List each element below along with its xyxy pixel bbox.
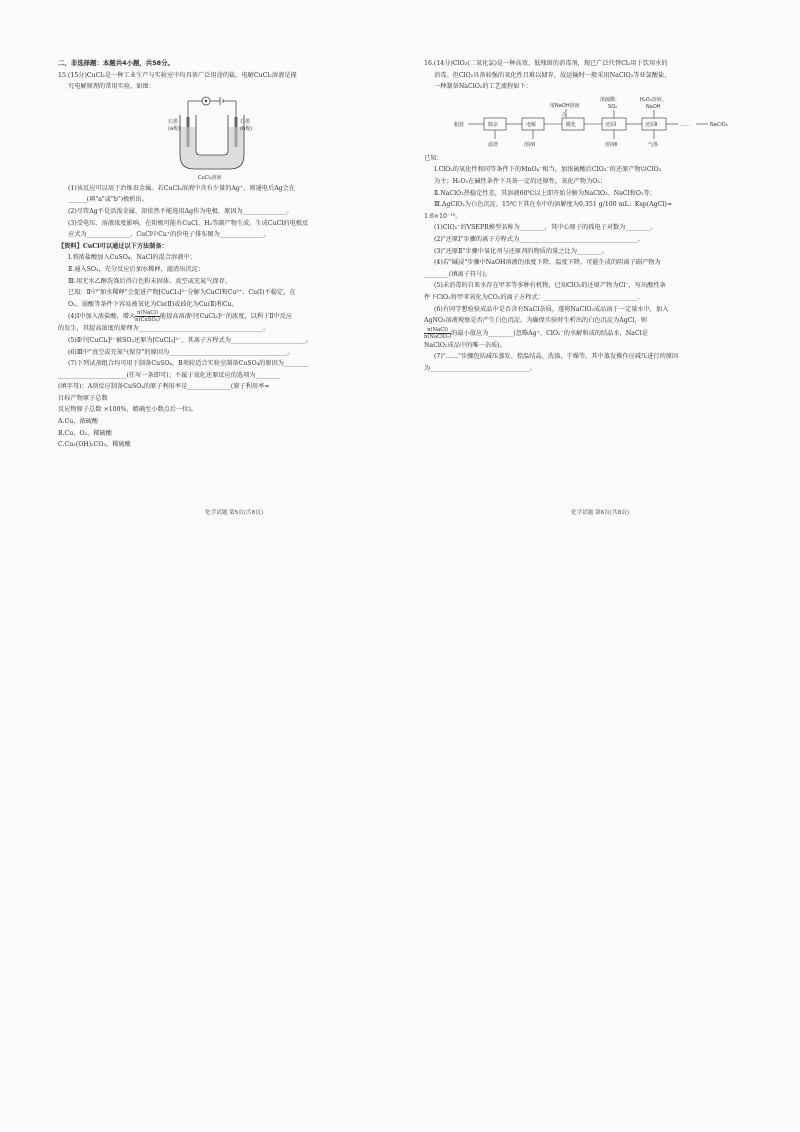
- q16-question: NaClO₂成品中的唯一杂质)。: [424, 341, 506, 349]
- option-c: C.Cu₂(OH)₂CO₃，稀硫酸: [58, 441, 131, 449]
- fraction: [424, 327, 451, 340]
- q15-text: Ⅱ.通入SO₂，充分反应后加水稀释，滤渣出沉淀；: [68, 265, 205, 273]
- q16-question: ________(填离子符号)。: [424, 270, 492, 278]
- section-title: 二、非选择题：本题共4小题，共58分。: [58, 59, 174, 67]
- flow-input-5b: NaOH: [646, 103, 661, 110]
- q15-part4-post: 能提高溶液中[CuCl₃]²⁻的浓度，以利于Ⅱ中反应: [159, 313, 293, 321]
- right-page: [424, 58, 776, 528]
- flow-step-4: 还原Ⅰ: [605, 121, 617, 128]
- left-footer: 化学试题 第5页(共8页): [204, 510, 263, 516]
- q16-question: (3)"还原Ⅱ"步骤中氧化剂与还原剂的物质的量之比为________。: [434, 247, 609, 255]
- option-b: B.Cu，O₂，稀硫酸: [58, 429, 112, 437]
- q16-question: AgNO₃溶液观察是否产生白色沉淀。为确保实验时生析出的白色沉淀为AgCl，则: [424, 317, 647, 325]
- q15-line: 15.(15分)CuCl₂是一种工业生产与实验室中均具备广泛用途的盐。电解CuCl₂溶液是探: [58, 71, 297, 79]
- q15-text: (6)Ⅲ中"真空或充氮气保存"的原因为______________________________________。: [68, 348, 294, 356]
- electrolysis-figure: [58, 93, 410, 183]
- q15-text: O₂、弱酸等条件下容易被氧化为Cu(Ⅱ)或歧化为Cu(Ⅱ)和Cu。: [68, 300, 238, 308]
- q15-part4: [58, 310, 410, 323]
- fraction-denominator: n(CuSO₄): [135, 317, 160, 324]
- q16-question: (2)"还原Ⅰ"步骤的离子方程式为______________________________________。: [434, 235, 644, 243]
- q15-text: (3)受电压、溶液浓度影响，在阳极可能有CuCl、H₂等副产物生成。生成CuCl的电极反: [68, 219, 309, 227]
- flow-output-2: 溶液Ⅰ: [524, 141, 536, 148]
- known-item: 1.6×10⁻¹⁰。: [424, 212, 462, 220]
- process-flow: [424, 93, 776, 153]
- q16-question: 为________________________________。: [424, 364, 537, 372]
- label-solution: CuCl₂溶液: [198, 174, 222, 181]
- q15-text: 的发生，其提高浓度的原理为________________________________________。: [58, 325, 270, 333]
- flow-diagram: [454, 93, 754, 153]
- q15-text: (填字母)；A项反应制备CuSO₄的原子利用率是______________(原子利用率=: [58, 383, 270, 391]
- fraction-numerator: n(NaCl): [424, 327, 451, 334]
- q16-line: 16.(14分)ClO₂(二氧化氯)是一种高效、低残留的消毒剂，现已广泛代替Cl₂用于饮用水的: [424, 60, 668, 67]
- q15-text: Ⅰ.将浓盐酸加入CuSO₄、NaCl的混合溶液中；: [68, 254, 196, 262]
- flow-heat: △: [562, 110, 566, 117]
- q16-part6: [424, 327, 776, 340]
- electrolysis-diagram: [168, 93, 258, 183]
- known-item: Ⅱ.NaClO₂热稳定性差，其溶液60℃以上即开始分解为NaClO₃、NaCl和O₂等；: [434, 189, 656, 197]
- option-a: A.Cu，浓硫酸: [58, 418, 99, 426]
- q15-text: ______________________(任写一条即可)；不属于氧化还原反应的选项为________: [58, 371, 281, 379]
- fraction-numerator: n(NaCl): [137, 310, 158, 317]
- flow-step-3: 酸化: [566, 121, 577, 128]
- right-footer: 化学试题 第6页(共8页): [570, 510, 629, 516]
- label-left-pole: (a极): [168, 125, 181, 132]
- q15-text: Ⅲ.用无水乙醇洗涤后得白色粉末固体，真空或充氮气保存。: [68, 277, 232, 285]
- flow-input-4b: SO₂: [608, 103, 618, 110]
- q16-question: (5)未消毒的自来水存在甲苯等多种有机物，已知ClO₂的还原产物为Cl⁻，写出酸性条: [434, 282, 666, 290]
- flow-input-3: 浓NaOH溶液: [550, 102, 580, 109]
- flow-output-1: 滤渣: [488, 141, 499, 148]
- label-right: 石墨: [240, 118, 251, 125]
- known-item: 为主；H₂O₂在碱性条件下具备一定的还原性，氧化产物为O₂；: [434, 177, 607, 185]
- q16-line: 消毒。但ClO₂具备较强的氧化性且难以储存，故运输时一般采用NaClO₂等亚氯酸盐，: [434, 71, 671, 79]
- flow-input-4a: 浓硫酸、: [600, 96, 621, 103]
- q16-question: (1)ClO₂⁻的VSEPR模型名称为________，其中心原子的孤电子对数为________。: [434, 224, 657, 232]
- left-page: [58, 58, 410, 528]
- flow-input-5a: H₂O₂溶液、: [640, 96, 667, 103]
- q15-text: 目标产物原子总数: [58, 394, 108, 402]
- q15-text: 【资料】CuCl可以通过以下方法制备：: [58, 242, 168, 250]
- q15-text: 已知：Ⅱ中"加水稀释"会促进产物[CuCl₃]²⁻分解为CuCl和Cu²⁺；Cu(Ⅰ)不稳定，在: [68, 289, 296, 297]
- fraction-denominator: n(NaClO₂): [424, 333, 452, 340]
- flow-end: NaClO₂: [710, 121, 728, 128]
- flow-raw: 粗盐: [454, 121, 465, 128]
- fraction: [135, 310, 160, 323]
- q15-text: (2)尽管Ag不是活泼金属，却依然不能选用Ag作为电极，原因为______________。: [68, 207, 293, 215]
- q15-text: ______(填"a"或"b")极析出。: [68, 196, 148, 204]
- known-item: Ⅲ.AgClO₂为白色沉淀，15℃下其在水中的溶解度为0.351 g/100 mL；Ksp(AgCl)=: [434, 201, 673, 209]
- label-left: 石墨: [168, 118, 179, 125]
- known-item: Ⅰ.ClO₂的氧化性和同等条件下的MnO₄⁻相当，加浓硫酸后ClO₃⁻的还原产物以ClO₂: [434, 166, 662, 174]
- q15-line: 究电解原理的常用实验，如图：: [68, 83, 155, 91]
- flow-output-4: 溶液Ⅱ: [605, 141, 618, 148]
- q15-part4-pre: (4)Ⅰ中加入浓盐酸，增大: [68, 313, 136, 321]
- q16-question: 件下ClO₂将甲苯氧化为CO₂的离子方程式：______________________________。: [424, 293, 644, 301]
- flow-step-2: 电解: [526, 121, 537, 128]
- q15-text: (7)下列试剂组合均可用于制备CuSO₄，B项较适合实验室制备CuSO₄的原因为________: [68, 360, 309, 368]
- flow-step-5: 还原Ⅱ: [645, 121, 658, 128]
- known-title: 已知：: [424, 154, 443, 162]
- q15-text: 反应物原子总数 ×100%，精确至小数点后一位)。: [58, 406, 198, 414]
- q16-question: (4)若"碱浸"步骤中NaOH溶液的浓度下降，温度下降，可能生成的阴离子副产物为: [434, 259, 661, 267]
- flow-output-5: 气体: [648, 141, 659, 148]
- exam-sheet: [0, 0, 800, 560]
- q16-question: (6)有同学想检验成品中是否含有NaCl杂质，遂将NaClO₂成品溶于一定量水中，加入: [434, 305, 669, 313]
- q16-part6-post: 的最小值应为________(忽略Ag⁺、ClO₂⁻的水解和成的结晶水，NaCl是: [451, 329, 648, 337]
- flow-step-1: 除杂: [488, 121, 499, 128]
- q15-text: (1)该反应可以用于冶炼贵金属。若CuCl₂溶液中含有少量的Ag⁺，则通电后Ag会在: [68, 184, 296, 192]
- q16-line: 一种制备NaClO₂的工艺流程如下：: [434, 83, 532, 91]
- q16-question: (7)"……"步骤包括减压蒸发、控温结晶、洗涤、干燥等，其中蒸发操作应减压进行的原因: [434, 353, 679, 361]
- q15-text: (5)Ⅱ中[CuCl₄]²⁻被SO₂还原为[CuCl₃]²⁻，其离子方程式为________________________。: [68, 336, 312, 344]
- label-right-pole: (b极): [240, 125, 253, 132]
- q15-text: 应式为______________，CuCl中Cu⁺的价电子排布图为______________。: [68, 231, 270, 239]
- flow-dots: ……: [680, 121, 691, 128]
